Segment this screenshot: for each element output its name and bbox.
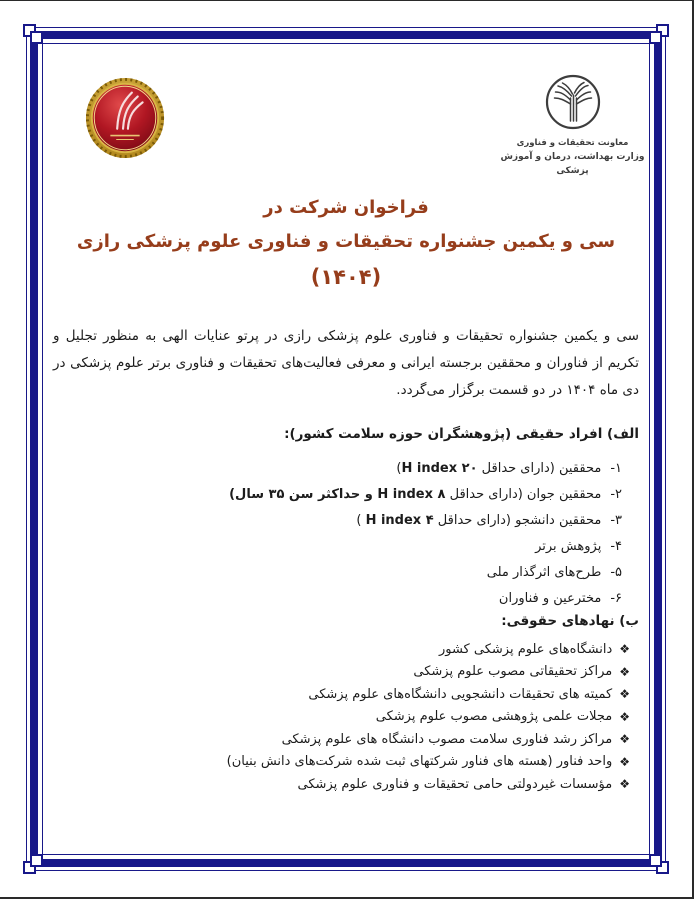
item-number: ۴- (610, 538, 622, 554)
item-number: ۵- (610, 564, 622, 580)
item-number: ۱- (610, 460, 622, 476)
ministry-caption (495, 137, 650, 178)
item-text: مجلات علمی پژوهشی مصوب علوم پزشکی (375, 709, 613, 725)
individuals-list (53, 455, 639, 611)
item-number: ۲- (610, 486, 622, 502)
bullet-list-item (53, 638, 630, 661)
section-individuals (53, 424, 639, 611)
ministry-tree-icon (545, 73, 601, 131)
numbered-list-item (53, 507, 622, 533)
title-line-2: سی و یکمین جشنواره تحقیقات و فناوری علوم پزشکی رازی (76, 231, 616, 252)
item-number: ۳- (610, 512, 622, 528)
numbered-list-item (53, 533, 622, 559)
border-corner-knot (649, 24, 669, 44)
numbered-list-item (53, 559, 622, 585)
diamond-bullet-icon: ❖ (619, 664, 630, 679)
diamond-bullet-icon: ❖ (619, 754, 630, 769)
border-corner-knot (23, 24, 43, 44)
item-text: محققین (دارای حداقل H index ۲۰) (396, 460, 602, 476)
diamond-bullet-icon: ❖ (619, 732, 630, 747)
section-legal-entities (53, 611, 639, 796)
numbered-list-item (53, 455, 622, 481)
item-text: مؤسسات غیردولتی حامی تحقیقات و فناوری علوم پزشکی (297, 776, 613, 792)
item-text: مراکز رشد فناوری سلامت مصوب دانشگاه های علوم پزشکی (281, 731, 613, 747)
title-line-1: فراخوان شرکت در (263, 197, 429, 218)
diamond-bullet-icon: ❖ (619, 642, 630, 657)
bullet-list-item (53, 751, 630, 774)
section-b-heading: ب) نهادهای حقوقی: (501, 613, 639, 629)
ministry-logo (495, 73, 650, 178)
border-corner-knot (23, 854, 43, 874)
bullet-list-item (53, 661, 630, 684)
item-number: ۶- (610, 590, 622, 606)
item-text: پژوهش برتر (535, 538, 602, 554)
razi-medal-logo-icon (84, 75, 166, 161)
numbered-list-item (53, 585, 622, 611)
diamond-bullet-icon: ❖ (619, 777, 630, 792)
ministry-caption-line2: وزارت بهداشت، درمان و آموزش پزشکی (500, 152, 645, 176)
bullet-list-item (53, 728, 630, 751)
ministry-caption-line1: معاونت تحقیقات و فناوری (516, 138, 629, 148)
item-text: واحد فناور (هسته های فناور شرکتهای ثبت شده شرکت‌های دانش بنیان) (226, 754, 613, 770)
border-corner-knot (649, 854, 669, 874)
item-text: محققین جوان (دارای حداقل H index ۸ و حداکثر سن ۳۵ سال) (229, 486, 602, 502)
bullet-list-item (53, 706, 630, 729)
item-text: طرح‌های اثرگذار ملی (486, 564, 602, 580)
item-text: مخترعین و فناوران (498, 590, 602, 606)
numbered-list-item (53, 481, 622, 507)
entities-list (53, 638, 639, 796)
intro-paragraph: سی و یکمین جشنواره تحقیقات و فناوری علوم پزشکی رازی در پرتو عنایات الهی به منظور تجلیل و تکریم از فناوران و محققین برجسته ایرانی و معرفی فعالیت‌های تحقیقات و فناوری برتر علوم پزشکی در دی ماه ۱۴۰۴ در دو قسمت برگزار می‌گردد. (53, 328, 639, 398)
title-year: (۱۴۰۴) (310, 265, 382, 289)
item-text: دانشگاه‌های علوم پزشکی کشور (438, 641, 613, 657)
diamond-bullet-icon: ❖ (619, 709, 630, 724)
bullet-list-item (53, 773, 630, 796)
section-a-heading: الف) افراد حقیقی (پژوهشگران حوزه سلامت کشور): (284, 426, 639, 442)
item-text: مراکز تحقیقاتی مصوب علوم پزشکی (413, 664, 613, 680)
item-text: کمیته های تحقیقات دانشجویی دانشگاه‌های علوم پزشکی (308, 686, 613, 702)
diamond-bullet-icon: ❖ (619, 687, 630, 702)
item-text: محققین دانشجو (دارای حداقل H index ۴ ) (356, 512, 602, 528)
page-title (0, 191, 692, 295)
bullet-list-item (53, 683, 630, 706)
